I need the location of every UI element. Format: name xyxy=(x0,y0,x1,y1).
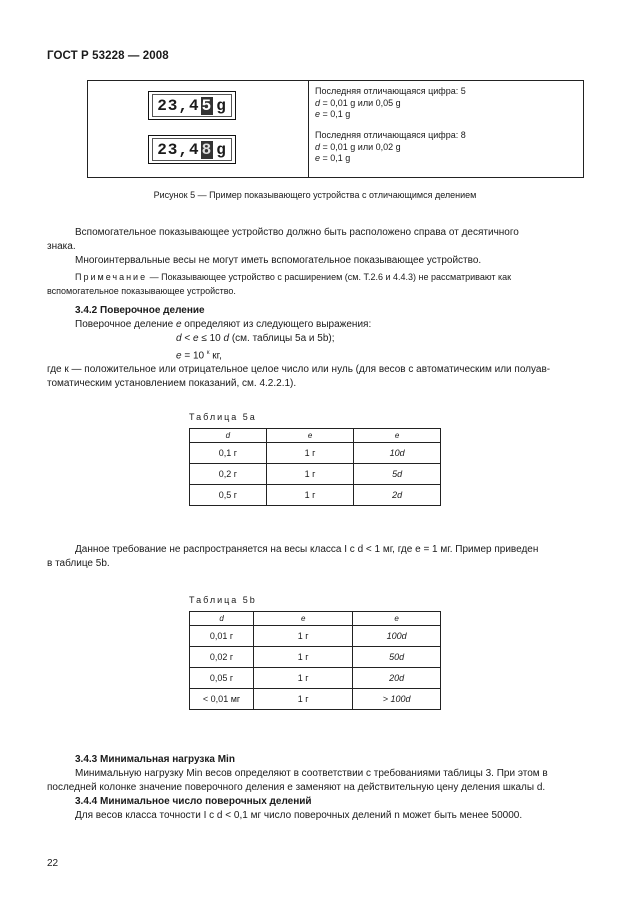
formula-range: d < e ≤ 10 d (см. таблицы 5a и 5b); xyxy=(176,333,335,344)
display-1-value: 23,4 xyxy=(157,96,200,115)
display-example-1 xyxy=(148,91,236,120)
note-1-d: d = 0,01 g или 0,05 g xyxy=(315,97,401,108)
note-2-d: d = 0,01 g или 0,02 g xyxy=(315,141,401,152)
table-5b xyxy=(189,611,441,710)
table-row: < 0,01 мг 1 г > 100d xyxy=(190,689,441,710)
table-5b-header: e xyxy=(353,612,441,626)
table-row: 0,2 г 1 г 5d xyxy=(190,464,441,485)
table-5a-header: e xyxy=(266,429,353,443)
section-3-4-3: 3.4.3 Минимальная нагрузка Min Минимальную нагрузку Min весов определяют в соответствии с требованиями таблицы 3. При этом в последней колонке значение поверочного деления e заменяют на действительную цену деления шкалы d. 3.4.4 Минимальное число поверочных делений Для весов класса точности I с d < 0,1 мг число поверочных делений n может быть менее 50000. xyxy=(47,753,584,823)
display-2-differing-digit: 8 xyxy=(201,140,213,159)
note-2-e: e = 0,1 g xyxy=(315,153,351,163)
display-example-2 xyxy=(148,135,236,164)
display-2-value: 23,4 xyxy=(157,140,200,159)
figure-note-1 xyxy=(315,86,466,121)
section-3-4-2-title: 3.4.2 Поверочное деление xyxy=(75,305,205,316)
page-number: 22 xyxy=(47,858,59,869)
table-5a-caption: Таблица 5a xyxy=(189,412,257,422)
display-1-differing-digit: 5 xyxy=(201,96,213,115)
section-3-4-4-text: Для весов класса точности I с d < 0,1 мг число поверочных делений n может быть менее 50000. xyxy=(75,810,523,821)
table-5b-header: d xyxy=(190,612,254,626)
table-5b-header: e xyxy=(254,612,353,626)
table-row: 0,1 г 1 г 10d xyxy=(190,443,441,464)
table-5a xyxy=(189,428,441,506)
formula-power: e = 10 $^к$ кг, xyxy=(176,350,222,362)
note-1-digit: Последняя отличающаяся цифра: 5 xyxy=(315,86,466,96)
where-clause: где к — положительное или отрицательное целое число или нуль (для весов с автоматическим или полуав- xyxy=(47,364,551,376)
section-3-4-4-title: 3.4.4 Минимальное число поверочных делений xyxy=(75,796,312,807)
paragraph-auxiliary-device: Вспомогательное показывающее устройство должно быть расположено справа от десятичного знака. Многоинтервальные весы не могут иметь вспомогательное показывающее устройство. xyxy=(47,226,584,268)
table-row: 0,5 г 1 г 2d xyxy=(190,485,441,506)
display-1-unit: g xyxy=(216,96,227,115)
display-2-unit: g xyxy=(216,140,227,159)
section-3-4-2-intro: Поверочное деление e определяют из следующего выражения: xyxy=(75,319,372,330)
note-block: Примечание — Показывающее устройство с расширением (см. Т.2.6 и 4.4.3) не рассматривают как вспомогательное показывающее устройство. xyxy=(47,272,512,296)
table-5b-caption: Таблица 5b xyxy=(189,595,257,605)
table-row: 0,05 г 1 г 20d xyxy=(190,668,441,689)
figure-5-box xyxy=(87,80,584,178)
table-row: 0,02 г 1 г 50d xyxy=(190,647,441,668)
figure-caption: Рисунок 5 — Пример показывающего устройства с отличающимся делением xyxy=(153,190,477,200)
note-2-digit: Последняя отличающаяся цифра: 8 xyxy=(315,130,466,140)
note-1-e: e = 0,1 g xyxy=(315,109,351,119)
figure-divider xyxy=(308,81,309,177)
table-row: 0,01 г 1 г 100d xyxy=(190,626,441,647)
note-label: Примечание xyxy=(75,272,148,282)
section-3-4-2: 3.4.2 Поверочное деление Поверочное деление e определяют из следующего выражения: d < e ≤ 10 d (см. таблицы 5a и 5b); e = 10 $^к$ кг, где к — положительное или отрицательное целое число или нуль (для весов с автоматическим или полуав- томатическим установлением показаний, см. 4.2.2.1). xyxy=(47,304,584,391)
table-5a-header: e xyxy=(354,429,441,443)
section-3-4-3-title: 3.4.3 Минимальная нагрузка Min xyxy=(75,754,235,765)
paragraph-exception: Данное требование не распространяется на весы класса I с d < 1 мг, где e = 1 мг. Пример приведен в таблице 5b. xyxy=(47,544,539,569)
paragraph-multi-interval: Многоинтервальные весы не могут иметь вспомогательное показывающее устройство. xyxy=(75,255,482,266)
table-5a-header: d xyxy=(190,429,267,443)
document-header: ГОСТ Р 53228 — 2008 xyxy=(47,50,169,62)
figure-note-2 xyxy=(315,130,466,165)
